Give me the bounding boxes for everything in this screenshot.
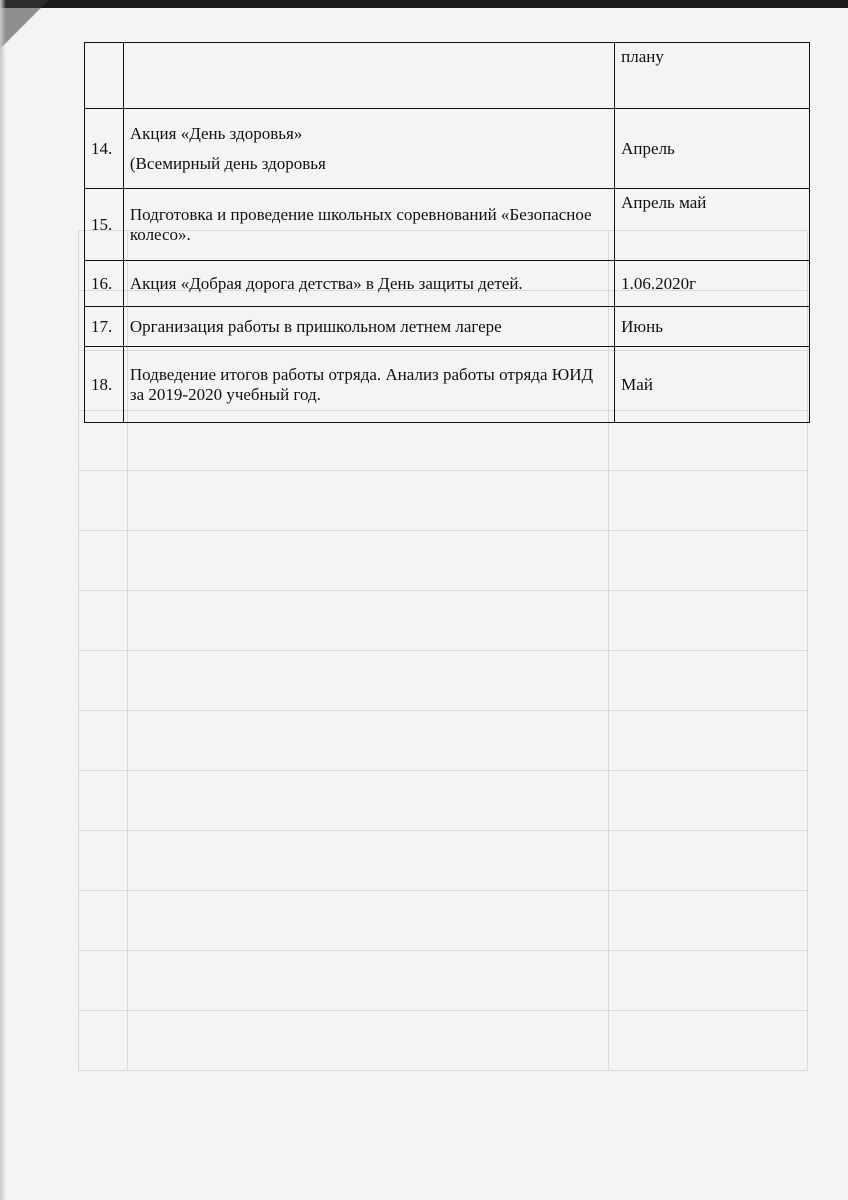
scan-corner-shadow xyxy=(0,0,90,70)
row-number: 15. xyxy=(85,189,124,261)
table-row xyxy=(85,307,810,347)
event-cell xyxy=(123,307,614,347)
date-cell: Апрель май xyxy=(615,189,810,261)
row-number: 14. xyxy=(85,109,124,189)
event-text: Подготовка и проведение школьных соревнований «Безопасное колесо». xyxy=(129,204,592,244)
event-text: Акция «День здоровья» xyxy=(129,123,303,143)
table-row xyxy=(85,109,810,189)
date-cell: Апрель xyxy=(615,109,810,189)
plan-table xyxy=(84,42,810,423)
date-cell: плану xyxy=(615,43,810,109)
row-number: 18. xyxy=(85,347,124,423)
event-text: Акция «Добрая дорога детства» в День защиты детей. xyxy=(129,273,523,293)
date-cell: Май xyxy=(615,347,810,423)
scan-left-shadow xyxy=(0,0,6,1200)
event-cell xyxy=(123,109,614,189)
event-cell xyxy=(123,189,614,261)
date-cell: 1.06.2020г xyxy=(615,261,810,307)
table-row xyxy=(85,261,810,307)
event-cell xyxy=(123,261,614,307)
table-row xyxy=(85,347,810,423)
event-text: (Всемирный день здоровья xyxy=(129,153,326,173)
table-row xyxy=(85,43,810,109)
date-cell: Июнь xyxy=(615,307,810,347)
row-number: 16. xyxy=(85,261,124,307)
event-text: Подведение итогов работы отряда. Анализ работы отряда ЮИД за 2019-2020 учебный год. xyxy=(129,364,594,404)
table-row xyxy=(85,189,810,261)
scan-top-edge xyxy=(0,0,848,8)
event-text: Организация работы в пришкольном летнем лагере xyxy=(129,316,502,336)
event-cell xyxy=(123,347,614,423)
row-number: 17. xyxy=(85,307,124,347)
row-number xyxy=(85,43,124,109)
event-cell xyxy=(123,43,614,109)
